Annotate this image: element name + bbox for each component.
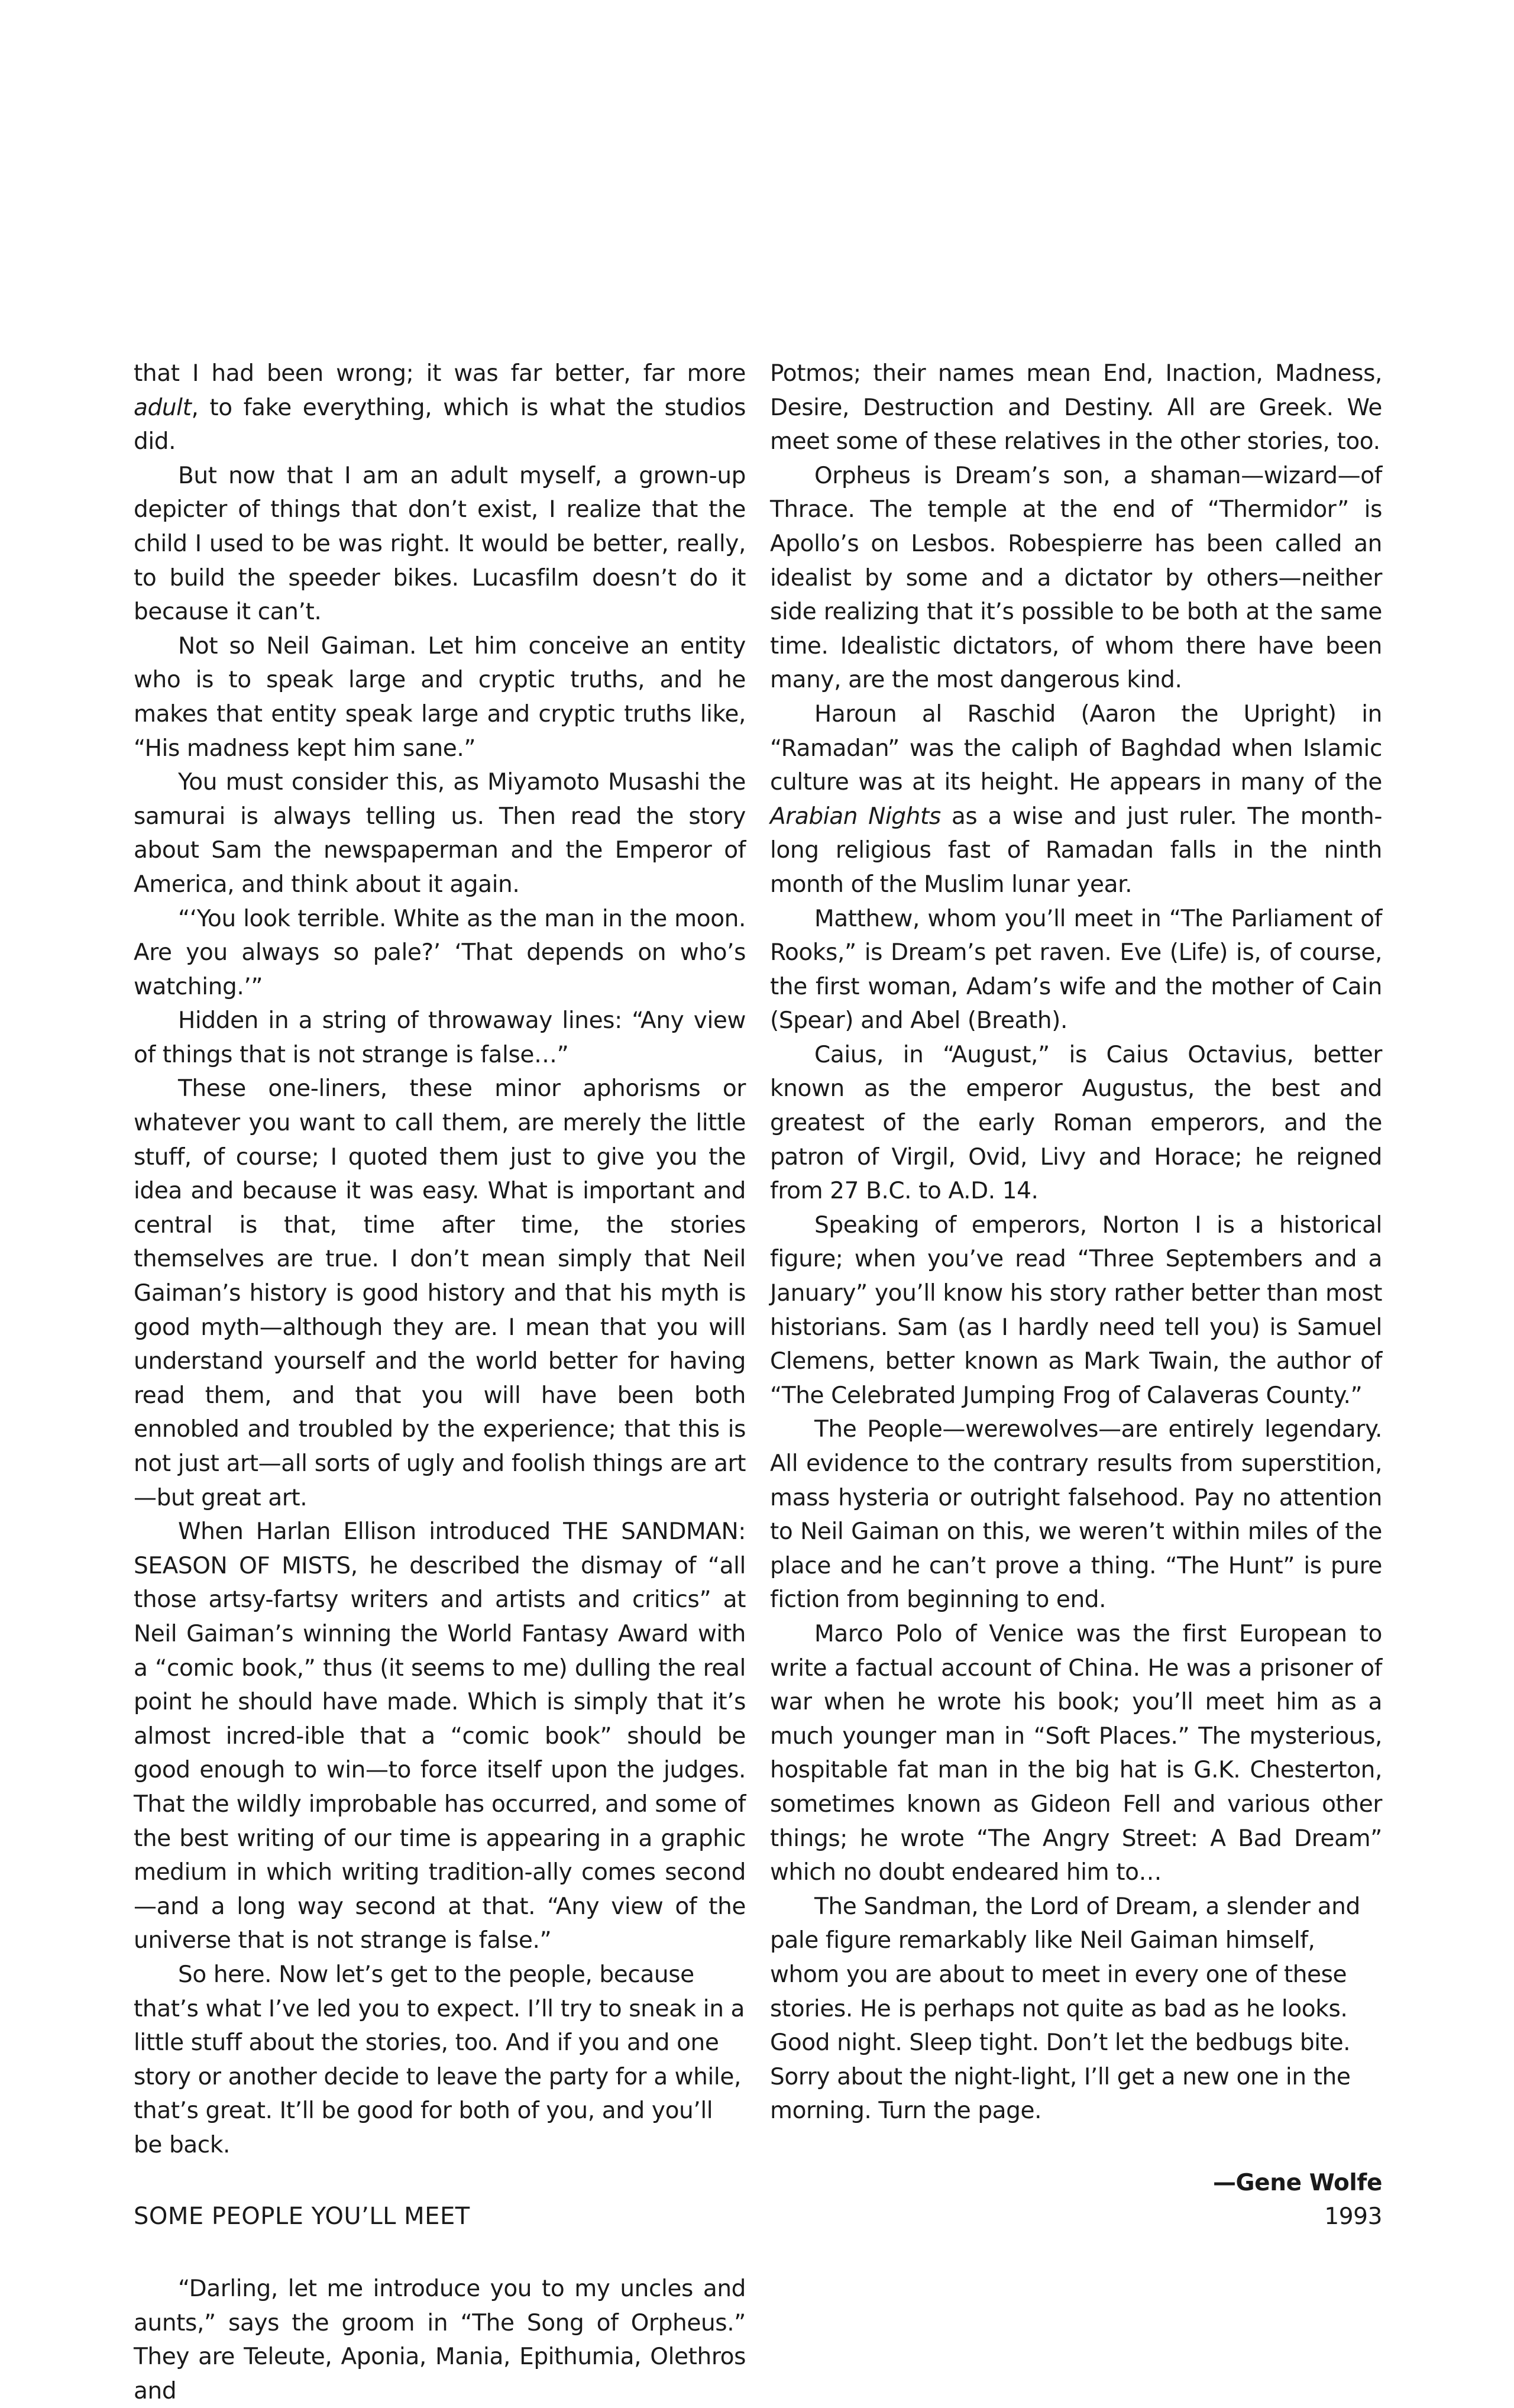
emphasis: adult <box>134 394 192 421</box>
paragraph: Hidden in a string of throwaway lines: “Any view of things that is not strange is false…” <box>134 1007 746 1068</box>
paragraph: that I had been wrong; it was far better, far more adult, to fake everything, which is what the studios did. <box>134 360 746 455</box>
left-column <box>134 357 746 2408</box>
paragraph: Potmos; their names mean End, Inaction, Madness, Desire, Destruction and Destiny. All are Greek. We meet some of these relatives in the other stories, too. <box>770 360 1382 455</box>
paragraph: Not so Neil Gaiman. Let him conceive an entity who is to speak large and cryptic truths, and he makes that entity speak large and cryptic truths like, “His madness kept him sane.” <box>134 632 746 762</box>
paragraph: You must consider this, as Miyamoto Musashi the samurai is always telling us. Then read the story about Sam the newspaperman and the Emperor of America, and think about it again. <box>134 769 746 898</box>
emphasis: Arabian Nights <box>770 803 941 830</box>
paragraph: Speaking of emperors, Norton I is a historical figure; when you’ve read “Three Septembers and a January” you’ll know his story rather better than most historians. Sam (as I hardly need tell you) is Samuel Clemens, better known as Mark Twain, the author of “The Celebrated Jumping Frog of Calaveras County.” <box>770 1211 1382 1409</box>
author-signature: —Gene Wolfe <box>1212 2169 1382 2196</box>
paragraph: The People—werewolves—are entirely legendary. All evidence to the contrary results from superstition, mass hysteria or outright falsehood. Pay no attention to Neil Gaiman on this, we weren’t within miles of the place and he can’t prove a thing. “The Hunt” is pure fiction from beginning to end. <box>770 1416 1382 1614</box>
paragraph: “‘You look terrible. White as the man in the moon. Are you always so pale?’ ‘That depends on who’s watching.’” <box>134 905 746 1000</box>
paragraph: “Darling, let me introduce you to my uncles and aunts,” says the groom in “The Song of Orpheus.” They are Teleute, Aponia, Mania, Epithumia, Olethros and <box>134 2276 746 2404</box>
paragraph: Caius, in “August,” is Caius Octavius, better known as the emperor Augustus, the best and greatest of the early Roman emperors, and the patron of Virgil, Ovid, Livy and Horace; he reigned from 27 B.C. to A.D. 14. <box>770 1041 1382 1205</box>
paragraph: Orpheus is Dream’s son, a shaman—wizard—of Thrace. The temple at the end of “Thermidor” is Apollo’s on Lesbos. Robespierre has been called an idealist by some and a dictator by others—neither side realizing that it’s possible to be both at the same time. Idealistic dictators, of whom there have been many, are the most dangerous kind. <box>770 462 1382 694</box>
paragraph: So here. Now let’s get to the people, because that’s what I’ve led you to expect. I’ll try to sneak in a little stuff about the stories, too. And if you and one story or another decide to leave the party for a while, that’s great. It’ll be good for both of you, and you’ll be back. <box>134 1961 745 2158</box>
signature-year: 1993 <box>1324 2203 1382 2231</box>
paragraph: These one-liners, these minor aphorisms or whatever you want to call them, are merely the little stuff, of course; I quoted them just to give you the idea and because it was easy. What is important and central is that, time after time, the stories themselves are true. I don’t mean simply that Neil Gaiman’s history is good history and that his myth is good myth—although they are. I mean that you will understand yourself and the world better for having read them, and that you will have been both ennobled and troubled by the experience; that this is not just art—all sorts of ugly and foolish things are art—but great art. <box>134 1075 746 1511</box>
paragraph: Haroun al Raschid (Aaron the Upright) in “Ramadan” was the caliph of Baghdad when Islamic culture was at its height. He appears in many of the Arabian Nights as a wise and just ruler. The month-long religious fast of Ramadan falls in the ninth month of the Muslim lunar year. <box>770 700 1382 898</box>
paragraph: Marco Polo of Venice was the first European to write a factual account of China. He was a prisoner of war when he wrote his book; you’ll meet him as a much younger man in “Soft Places.” The mysterious, hospitable fat man in the big hat is G.K. Chesterton, sometimes known as Gideon Fell and various other things; he wrote “The Angry Street: A Bad Dream” which no doubt endeared him to… <box>770 1620 1382 1886</box>
right-column <box>770 357 1382 2234</box>
paragraph: But now that I am an adult myself, a grown-up depicter of things that don’t exist, I realize that the child I used to be was right. It would be better, really, to build the speeder bikes. Lucasfilm doesn’t do it because it can’t. <box>134 462 746 626</box>
paragraph: Matthew, whom you’ll meet in “The Parliament of Rooks,” is Dream’s pet raven. Eve (Life) is, of course, the first woman, Adam’s wife and the mother of Cain (Spear) and Abel (Breath). <box>770 905 1382 1035</box>
paragraph: When Harlan Ellison introduced THE SANDMAN: SEASON OF MISTS, he described the dismay of “all those artsy-fartsy writers and artists and critics” at Neil Gaiman’s winning the World Fantasy Award with a “comic book,” thus (it seems to me) dulling the real point he should have made. Which is simply that it’s almost incred-ible that a “comic book” should be good enough to win—to force itself upon the judges. That the wildly improbable has occurred, and some of the best writing of our time is appearing in a graphic medium in which writing tradition-ally comes second—and a long way second at that. “Any view of the universe that is not strange is false.” <box>134 1518 746 1954</box>
paragraph: The Sandman, the Lord of Dream, a slender and pale figure remarkably like Neil Gaiman himself, whom you are about to meet in every one of these stories. He is perhaps not quite as bad as he looks. Good night. Sleep tight. Don’t let the bedbugs bite. Sorry about the night-light, I’ll get a new one in the morning. Turn the page. <box>770 1893 1360 2125</box>
section-heading: SOME PEOPLE YOU’LL MEET <box>134 2203 470 2231</box>
